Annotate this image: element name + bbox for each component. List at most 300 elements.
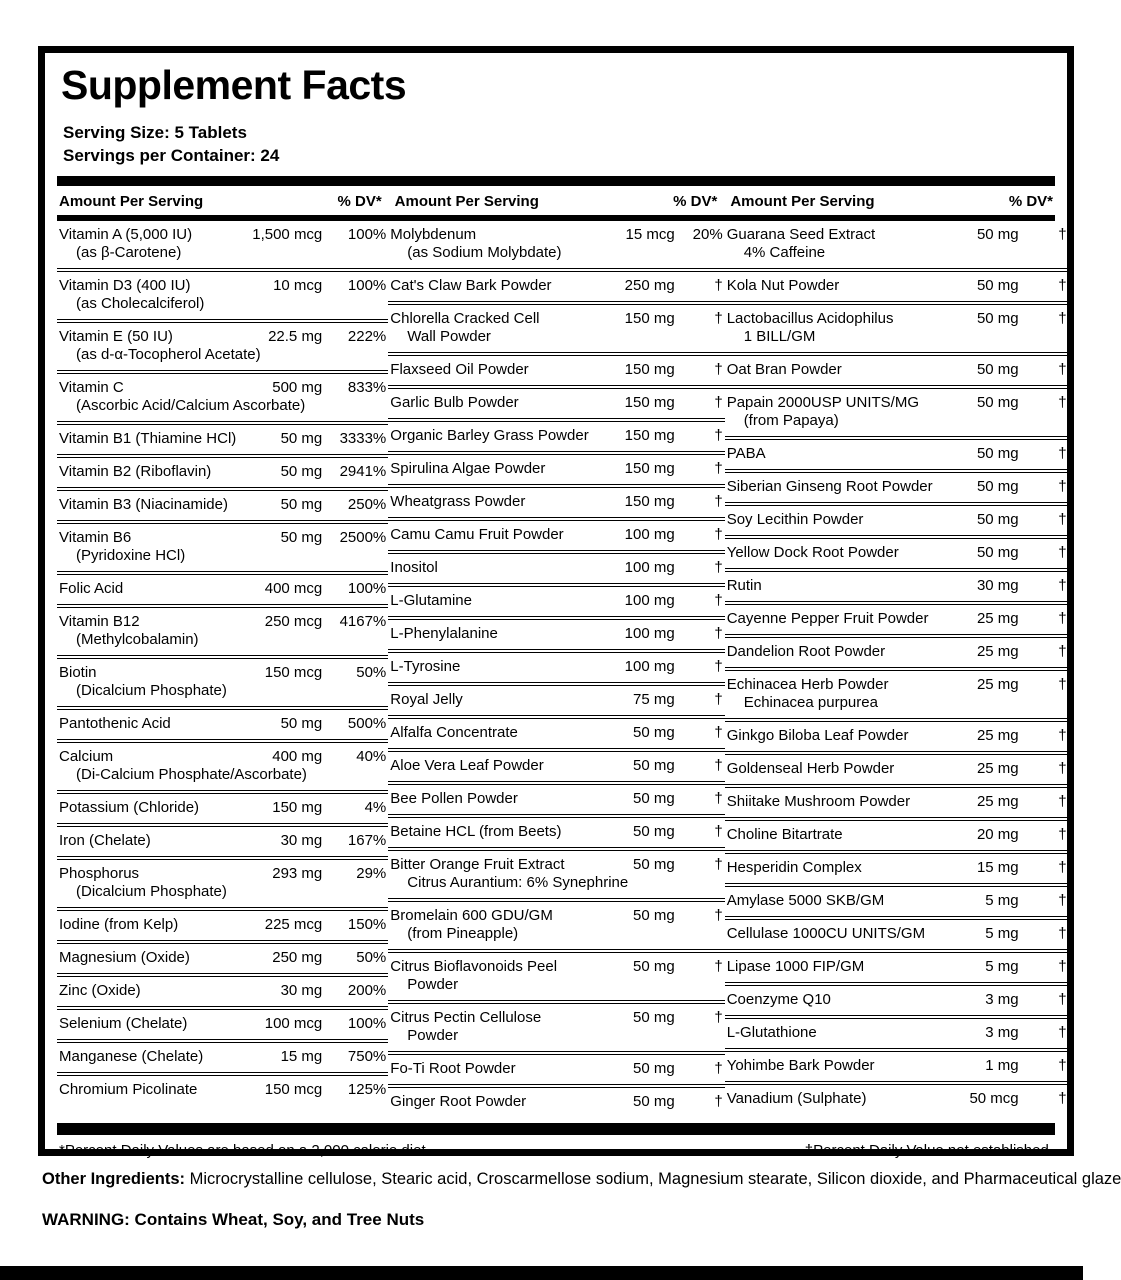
ingredient-line — [59, 1048, 386, 1066]
ingredient-line — [727, 310, 1067, 328]
ingredient-row — [725, 854, 1069, 887]
ingredient-dv: † — [714, 958, 723, 975]
ingredient-amount: 50 mg — [976, 277, 1019, 294]
ingredient-row — [388, 305, 724, 356]
ingredient-name: Organic Barley Grass Powder — [390, 427, 589, 444]
ingredient-line — [390, 1009, 722, 1027]
ingredient-dv: † — [1058, 727, 1067, 744]
ingredient-name: Citrus Bioflavonoids Peel — [390, 958, 558, 975]
percent-dv-header: % DV* — [337, 193, 382, 210]
ingredient-line — [727, 826, 1067, 844]
ingredient-row — [388, 851, 724, 902]
ingredient-dv: † — [714, 907, 723, 924]
ingredient-subname: (Di-Calcium Phosphate/Ascorbate) — [76, 766, 307, 783]
ingredient-dv: † — [714, 460, 723, 477]
ingredient-line — [59, 496, 386, 514]
ingredient-name: L-Glutamine — [390, 592, 472, 609]
ingredient-row — [725, 671, 1069, 722]
ingredient-line — [59, 379, 386, 397]
ingredient-dv: † — [714, 559, 723, 576]
ingredient-line — [59, 748, 386, 766]
ingredient-dv: † — [1058, 394, 1067, 411]
ingredient-dv: 500% — [347, 715, 387, 732]
ingredient-dv: 3333% — [339, 430, 387, 447]
ingredient-name: Pantothenic Acid — [59, 715, 171, 732]
ingredient-subname: (as Sodium Molybdate) — [407, 244, 562, 261]
ingredient-subname: (as d-α-Tocopherol Acetate) — [76, 346, 261, 363]
ingredient-name: Lactobacillus Acidophilus — [726, 310, 894, 327]
ingredient-name: Dandelion Root Powder — [726, 643, 886, 660]
ingredient-name: Ginkgo Biloba Leaf Powder — [726, 727, 909, 744]
ingredient-row — [725, 788, 1069, 821]
ingredient-dv: † — [1058, 361, 1067, 378]
ingredient-line — [59, 715, 386, 733]
ingredient-amount: 50 mg — [632, 1093, 675, 1110]
ingredient-subname: (Dicalcium Phosphate) — [76, 682, 227, 699]
ingredient-row — [388, 653, 724, 686]
ingredient-line — [59, 580, 386, 598]
ingredient-dv: † — [1058, 859, 1067, 876]
ingredient-amount: 50 mg — [632, 757, 675, 774]
ingredient-line — [727, 991, 1067, 1009]
ingredient-amount: 30 mg — [280, 982, 323, 999]
ingredient-name: Folic Acid — [59, 580, 124, 597]
ingredient-row — [725, 1052, 1069, 1085]
ingredient-dv: † — [714, 493, 723, 510]
ingredient-line — [390, 559, 722, 577]
ingredient-row — [725, 722, 1069, 755]
ingredient-name: Shiitake Mushroom Powder — [726, 793, 911, 810]
ingredient-amount: 150 mg — [624, 493, 675, 510]
ingredient-row — [725, 953, 1069, 986]
ingredient-name: Siberian Ginseng Root Powder — [726, 478, 933, 495]
footnote-row — [57, 1135, 1055, 1159]
amount-per-serving-header: Amount Per Serving — [59, 193, 204, 210]
page-bottom-bar — [0, 1266, 1083, 1280]
ingredient-name: Goldenseal Herb Powder — [726, 760, 895, 777]
ingredient-name: Vitamin B2 (Riboflavin) — [59, 463, 212, 480]
ingredient-name: Oat Bran Powder — [726, 361, 842, 378]
ingredient-name: Vanadium (Sulphate) — [726, 1090, 867, 1107]
ingredient-amount: 50 mg — [632, 724, 675, 741]
ingredient-name: Iodine (from Kelp) — [59, 916, 179, 933]
ingredient-amount: 5 mg — [985, 958, 1019, 975]
ingredient-subname: (from Papaya) — [743, 412, 839, 429]
ingredient-name: Magnesium (Oxide) — [59, 949, 190, 966]
ingredient-row — [725, 605, 1069, 638]
ingredient-name: Lipase 1000 FIP/GM — [726, 958, 865, 975]
ingredient-row — [57, 659, 388, 710]
ingredient-amount: 50 mg — [280, 496, 323, 513]
ingredient-row — [57, 374, 388, 425]
ingredient-name: Hesperidin Complex — [726, 859, 862, 876]
ingredient-row — [725, 572, 1069, 605]
ingredient-dv: 125% — [347, 1081, 387, 1098]
ingredient-dv: † — [1058, 511, 1067, 528]
ingredient-name: Royal Jelly — [390, 691, 463, 708]
ingredient-row — [388, 1004, 724, 1055]
ingredient-row — [725, 473, 1069, 506]
ingredient-amount: 25 mg — [976, 676, 1019, 693]
ingredient-name: Camu Camu Fruit Powder — [390, 526, 564, 543]
ingredient-row — [388, 488, 724, 521]
ingredient-row — [57, 944, 388, 977]
ingredient-name: Biotin — [59, 664, 97, 681]
ingredient-name: L-Phenylalanine — [390, 625, 498, 642]
serving-info — [63, 121, 1055, 167]
ingredient-dv: 4167% — [339, 613, 387, 630]
ingredient-row — [725, 1085, 1069, 1114]
ingredient-line — [390, 691, 722, 709]
other-ingredients-label: Other Ingredients: — [42, 1170, 186, 1188]
footnote-not-established: †Percent Daily Value not established. — [804, 1142, 1053, 1159]
ingredient-line — [390, 1060, 722, 1078]
panel-title: Supplement Facts — [61, 62, 407, 108]
ingredient-row — [388, 272, 724, 305]
ingredient-dv: † — [714, 310, 723, 327]
ingredient-name: Bee Pollen Powder — [390, 790, 518, 807]
ingredient-dv: 100% — [347, 1015, 387, 1032]
ingredient-dv: † — [1058, 226, 1067, 243]
ingredient-amount: 50 mg — [976, 394, 1019, 411]
ingredient-name: Cellulase 1000CU UNITS/GM — [726, 925, 926, 942]
serving-size: Serving Size: 5 Tablets — [63, 123, 247, 142]
ingredient-dv: 40% — [356, 748, 387, 765]
ingredient-amount: 50 mg — [280, 715, 323, 732]
ingredient-subname: Wall Powder — [407, 328, 491, 345]
ingredient-line — [59, 328, 386, 346]
ingredient-dv: † — [1058, 610, 1067, 627]
ingredient-line — [59, 277, 386, 295]
ingredient-amount: 50 mg — [976, 361, 1019, 378]
ingredient-subname: (Dicalcium Phosphate) — [76, 883, 227, 900]
ingredient-amount: 100 mg — [624, 526, 675, 543]
ingredient-amount: 5 mg — [985, 925, 1019, 942]
ingredient-amount: 3 mg — [985, 991, 1019, 1008]
ingredient-line — [390, 277, 722, 295]
ingredient-dv: 50% — [356, 949, 387, 966]
ingredient-dv: † — [714, 277, 723, 294]
ingredient-name: Vitamin C — [59, 379, 124, 396]
ingredient-line — [727, 277, 1067, 295]
ingredient-subname: Powder — [407, 976, 459, 993]
percent-dv-header: % DV* — [1008, 193, 1054, 210]
ingredient-line — [727, 226, 1067, 244]
ingredient-row — [57, 221, 388, 272]
divider-bar-top — [57, 176, 1055, 186]
ingredient-line — [390, 226, 722, 244]
ingredient-dv: † — [1058, 643, 1067, 660]
ingredient-row — [57, 458, 388, 491]
ingredient-amount: 293 mg — [272, 865, 323, 882]
ingredient-line — [59, 916, 386, 934]
ingredient-name: Yohimbe Bark Powder — [726, 1057, 875, 1074]
ingredient-dv: † — [1058, 1024, 1067, 1041]
ingredient-amount: 25 mg — [976, 793, 1019, 810]
ingredient-dv: 100% — [347, 226, 387, 243]
ingredient-dv: 833% — [347, 379, 387, 396]
ingredient-amount: 15 mg — [976, 859, 1019, 876]
ingredient-dv: † — [714, 790, 723, 807]
ingredient-row — [388, 1088, 724, 1117]
ingredient-line — [390, 790, 722, 808]
ingredient-line — [390, 958, 722, 976]
ingredient-row — [388, 455, 724, 488]
ingredient-line — [59, 799, 386, 817]
ingredient-dv: † — [1058, 1057, 1067, 1074]
ingredient-line — [390, 1093, 722, 1111]
column-header-1 — [57, 186, 384, 215]
ingredient-line — [59, 430, 386, 448]
ingredient-row — [57, 743, 388, 794]
ingredient-line — [59, 463, 386, 481]
ingredient-name: Vitamin B3 (Niacinamide) — [59, 496, 228, 513]
ingredient-row — [388, 587, 724, 620]
ingredient-amount: 50 mg — [632, 856, 675, 873]
ingredient-row — [725, 389, 1069, 440]
ingredient-name: Garlic Bulb Powder — [390, 394, 519, 411]
ingredient-amount: 250 mg — [272, 949, 323, 966]
ingredient-row — [388, 422, 724, 455]
ingredient-row — [725, 356, 1069, 389]
ingredient-dv: † — [1058, 544, 1067, 561]
ingredient-line — [390, 625, 722, 643]
ingredient-row — [725, 506, 1069, 539]
ingredient-name: Alfalfa Concentrate — [390, 724, 518, 741]
column-header-2 — [393, 186, 720, 215]
ingredient-subname: (from Pineapple) — [407, 925, 519, 942]
ingredient-row — [57, 977, 388, 1010]
ingredient-column-3 — [725, 221, 1069, 1123]
ingredient-name: Citrus Pectin Cellulose — [390, 1009, 542, 1026]
ingredient-name: Vitamin E (50 IU) — [59, 328, 173, 345]
ingredient-amount: 50 mg — [976, 511, 1019, 528]
ingredient-row — [725, 440, 1069, 473]
ingredient-row — [725, 539, 1069, 572]
ingredient-line — [727, 727, 1067, 745]
ingredient-line — [727, 610, 1067, 628]
ingredient-line — [390, 310, 722, 328]
ingredient-amount: 150 mg — [272, 799, 323, 816]
ingredient-name: Guarana Seed Extract — [726, 226, 876, 243]
ingredient-line — [727, 643, 1067, 661]
amount-per-serving-header: Amount Per Serving — [730, 193, 875, 210]
ingredient-name: Cayenne Pepper Fruit Powder — [726, 610, 929, 627]
ingredient-amount: 150 mcg — [264, 1081, 323, 1098]
ingredient-amount: 22.5 mg — [268, 328, 323, 345]
ingredient-row — [388, 785, 724, 818]
ingredient-name: Cat's Claw Bark Powder — [390, 277, 552, 294]
ingredient-dv: 150% — [347, 916, 387, 933]
ingredient-row — [388, 356, 724, 389]
ingredient-name: Potassium (Chloride) — [59, 799, 200, 816]
ingredient-row — [725, 638, 1069, 671]
ingredient-subname: 1 BILL/GM — [743, 328, 816, 345]
ingredient-name: Coenzyme Q10 — [726, 991, 831, 1008]
ingredient-amount: 100 mg — [624, 592, 675, 609]
ingredient-row — [388, 902, 724, 953]
ingredient-amount: 100 mg — [624, 625, 675, 642]
ingredient-row — [57, 524, 388, 575]
ingredient-name: Phosphorus — [59, 865, 140, 882]
ingredient-amount: 50 mg — [280, 529, 323, 546]
ingredient-line — [390, 823, 722, 841]
ingredient-line — [390, 907, 722, 925]
ingredient-name: Ginger Root Powder — [390, 1093, 527, 1110]
ingredient-dv: † — [1058, 577, 1067, 594]
ingredient-amount: 25 mg — [976, 760, 1019, 777]
ingredient-amount: 30 mg — [976, 577, 1019, 594]
ingredient-row — [57, 575, 388, 608]
ingredient-amount: 50 mg — [632, 823, 675, 840]
ingredient-row — [388, 1055, 724, 1088]
amount-per-serving-header: Amount Per Serving — [394, 193, 539, 210]
divider-bar-bottom — [57, 1123, 1055, 1135]
ingredient-amount: 50 mg — [280, 463, 323, 480]
ingredient-dv: † — [1058, 310, 1067, 327]
ingredient-line — [727, 859, 1067, 877]
ingredient-amount: 1,500 mcg — [252, 226, 323, 243]
ingredient-dv: † — [1058, 445, 1067, 462]
ingredient-amount: 10 mcg — [273, 277, 323, 294]
ingredient-row — [725, 221, 1069, 272]
ingredient-name: Zinc (Oxide) — [59, 982, 141, 999]
ingredient-line — [727, 544, 1067, 562]
ingredient-name: Bromelain 600 GDU/GM — [390, 907, 553, 924]
ingredient-name: Echinacea Herb Powder — [726, 676, 889, 693]
ingredient-name: Vitamin B6 — [59, 529, 132, 546]
ingredient-dv: † — [1058, 991, 1067, 1008]
ingredient-row — [57, 608, 388, 659]
ingredient-name: Choline Bitartrate — [726, 826, 843, 843]
ingredient-row — [725, 1019, 1069, 1052]
ingredient-dv: † — [1058, 826, 1067, 843]
ingredient-amount: 150 mg — [624, 460, 675, 477]
ingredient-line — [59, 1081, 386, 1099]
ingredient-line — [59, 226, 386, 244]
ingredient-row — [388, 752, 724, 785]
ingredient-amount: 1 mg — [985, 1057, 1019, 1074]
other-ingredients — [42, 1170, 1121, 1189]
ingredient-line — [390, 724, 722, 742]
ingredient-amount: 100 mcg — [264, 1015, 323, 1032]
ingredient-amount: 150 mg — [624, 394, 675, 411]
ingredient-line — [390, 394, 722, 412]
facts-columns — [57, 221, 1067, 1123]
ingredient-amount: 50 mg — [280, 430, 323, 447]
ingredient-dv: † — [1058, 478, 1067, 495]
ingredient-amount: 250 mcg — [264, 613, 323, 630]
ingredient-dv: † — [1058, 892, 1067, 909]
ingredient-dv: 167% — [347, 832, 387, 849]
ingredient-line — [59, 1015, 386, 1033]
ingredient-name: Vitamin B1 (Thiamine HCl) — [59, 430, 237, 447]
ingredient-dv: 250% — [347, 496, 387, 513]
ingredient-name: PABA — [726, 445, 766, 462]
ingredient-dv: † — [1058, 793, 1067, 810]
ingredient-name: L-Tyrosine — [390, 658, 461, 675]
ingredient-dv: † — [714, 1060, 723, 1077]
ingredient-dv: † — [1058, 925, 1067, 942]
ingredient-amount: 100 mg — [624, 559, 675, 576]
ingredient-row — [388, 953, 724, 1004]
ingredient-subname: Echinacea purpurea — [743, 694, 878, 711]
ingredient-line — [390, 757, 722, 775]
ingredient-name: Selenium (Chelate) — [59, 1015, 188, 1032]
ingredient-name: Rutin — [726, 577, 762, 594]
ingredient-amount: 30 mg — [280, 832, 323, 849]
ingredient-dv: 20% — [692, 226, 723, 243]
column-header-3 — [728, 186, 1055, 215]
ingredient-line — [390, 856, 722, 874]
ingredient-amount: 500 mg — [272, 379, 323, 396]
ingredient-row — [725, 920, 1069, 953]
footnote-daily-values: *Percent Daily Values are based on a 2,000 calorie diet. — [59, 1142, 430, 1159]
ingredient-name: Manganese (Chelate) — [59, 1048, 204, 1065]
ingredient-dv: 50% — [356, 664, 387, 681]
ingredient-row — [57, 794, 388, 827]
ingredient-row — [725, 305, 1069, 356]
ingredient-row — [725, 755, 1069, 788]
ingredient-amount: 25 mg — [976, 727, 1019, 744]
ingredient-amount: 15 mcg — [625, 226, 675, 243]
ingredient-amount: 50 mg — [632, 958, 675, 975]
ingredient-line — [390, 427, 722, 445]
ingredient-dv: † — [714, 1093, 723, 1110]
ingredient-name: Betaine HCL (from Beets) — [390, 823, 562, 840]
ingredient-column-2 — [388, 221, 724, 1123]
ingredient-line — [727, 394, 1067, 412]
ingredient-name: Wheatgrass Powder — [390, 493, 526, 510]
ingredient-dv: † — [714, 526, 723, 543]
servings-per-container: Servings per Container: 24 — [63, 146, 280, 165]
ingredient-amount: 25 mg — [976, 610, 1019, 627]
ingredient-column-1 — [57, 221, 388, 1123]
ingredient-dv: † — [714, 361, 723, 378]
ingredient-line — [727, 1024, 1067, 1042]
ingredient-line — [390, 658, 722, 676]
ingredient-line — [727, 958, 1067, 976]
ingredient-line — [727, 511, 1067, 529]
ingredient-name: Kola Nut Powder — [726, 277, 840, 294]
ingredient-subname: (as β-Carotene) — [76, 244, 182, 261]
ingredient-amount: 50 mg — [976, 445, 1019, 462]
ingredient-line — [390, 460, 722, 478]
ingredient-amount: 50 mg — [632, 1060, 675, 1077]
ingredient-name: Soy Lecithin Powder — [726, 511, 864, 528]
ingredient-row — [57, 425, 388, 458]
ingredient-name: Vitamin B12 — [59, 613, 140, 630]
ingredient-subname: 4% Caffeine — [743, 244, 826, 261]
ingredient-subname: Citrus Aurantium: 6% Synephrine — [407, 874, 629, 891]
ingredient-amount: 50 mcg — [969, 1090, 1019, 1107]
ingredient-dv: † — [714, 823, 723, 840]
ingredient-dv: 100% — [347, 277, 387, 294]
ingredient-line — [727, 1090, 1067, 1108]
ingredient-dv: 2941% — [339, 463, 387, 480]
ingredient-line — [390, 493, 722, 511]
ingredient-dv: 4% — [364, 799, 387, 816]
ingredient-dv: 200% — [347, 982, 387, 999]
ingredient-line — [59, 529, 386, 547]
ingredient-name: Bitter Orange Fruit Extract — [390, 856, 565, 873]
ingredient-row — [57, 860, 388, 911]
allergen-warning: WARNING: Contains Wheat, Soy, and Tree Nuts — [42, 1210, 425, 1229]
ingredient-row — [57, 1010, 388, 1043]
ingredient-name: Flaxseed Oil Powder — [390, 361, 529, 378]
ingredient-line — [727, 445, 1067, 463]
ingredient-amount: 50 mg — [976, 544, 1019, 561]
